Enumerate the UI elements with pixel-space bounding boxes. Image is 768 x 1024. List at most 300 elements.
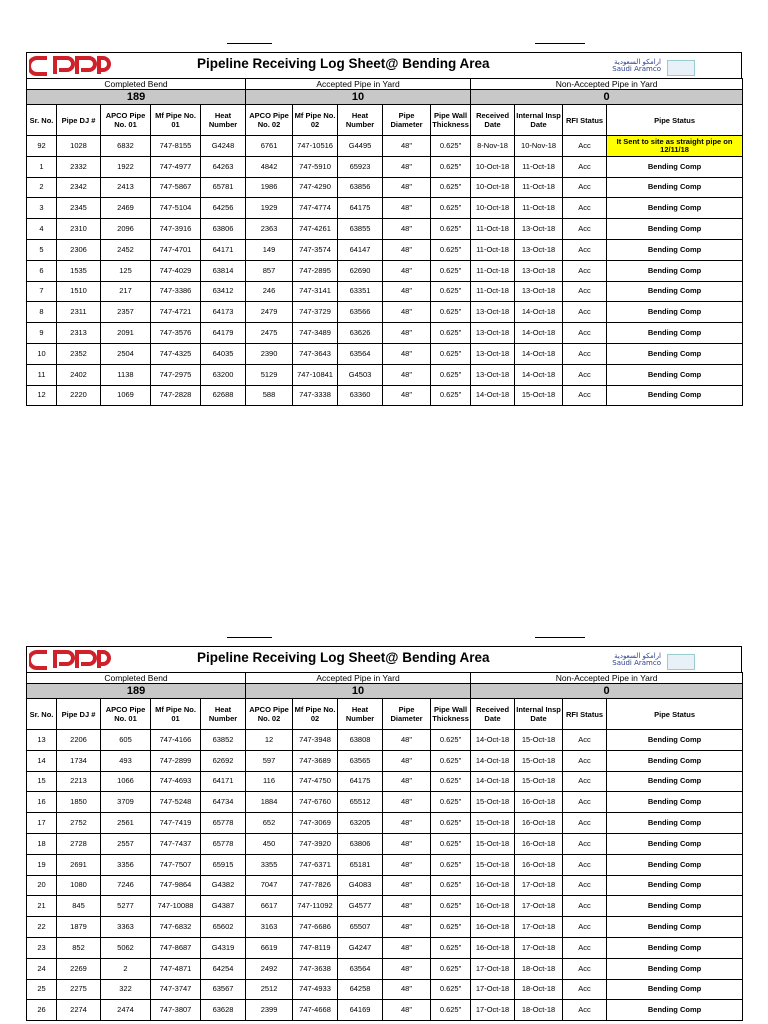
table-row bbox=[27, 917, 743, 938]
table-cell: 48" bbox=[383, 198, 431, 219]
table-cell: 0.625" bbox=[431, 979, 471, 1000]
table-cell: 1884 bbox=[246, 792, 293, 813]
table-cell: 63626 bbox=[338, 323, 383, 344]
table-cell: 0.625" bbox=[431, 917, 471, 938]
table-cell: 747-9864 bbox=[151, 875, 201, 896]
table-cell: 2557 bbox=[101, 833, 151, 854]
table-cell: Bending Comp bbox=[607, 917, 743, 938]
table-cell: 450 bbox=[246, 833, 293, 854]
column-header: Sr. No. bbox=[27, 699, 57, 730]
table-cell: 64171 bbox=[201, 771, 246, 792]
table-cell: 747-5910 bbox=[293, 156, 338, 177]
table-cell: 3709 bbox=[101, 792, 151, 813]
table-cell: Bending Comp bbox=[607, 323, 743, 344]
table-cell: Bending Comp bbox=[607, 771, 743, 792]
column-header-row bbox=[27, 105, 743, 136]
saudi-aramco-logo-icon bbox=[599, 653, 729, 671]
table-cell: 747-3489 bbox=[293, 323, 338, 344]
table-cell: 0.625" bbox=[431, 156, 471, 177]
table-cell: 0.625" bbox=[431, 198, 471, 219]
table-cell: 48" bbox=[383, 792, 431, 813]
table-cell: 747-3747 bbox=[151, 979, 201, 1000]
table-cell: Bending Comp bbox=[607, 854, 743, 875]
table-cell: 597 bbox=[246, 750, 293, 771]
table-cell: 15-Oct-18 bbox=[471, 854, 515, 875]
table-cell: 747-7419 bbox=[151, 813, 201, 834]
table-cell: 2342 bbox=[57, 177, 101, 198]
table-cell: 17-Oct-18 bbox=[515, 875, 563, 896]
aramco-logo-text: ارامكو السعودية Saudi Aramco bbox=[612, 58, 661, 73]
column-header: Heat Number bbox=[338, 105, 383, 136]
column-header: APCO Pipe No. 01 bbox=[101, 699, 151, 730]
table-cell: 1 bbox=[27, 156, 57, 177]
aramco-logo-text: ارامكو السعودية Saudi Aramco bbox=[612, 652, 661, 667]
table-cell: 63351 bbox=[338, 281, 383, 302]
group-non-accepted-pipe: Non-Accepted Pipe in Yard bbox=[471, 673, 743, 684]
table-cell: 48" bbox=[383, 937, 431, 958]
table-cell: 4842 bbox=[246, 156, 293, 177]
table-cell: Acc bbox=[563, 281, 607, 302]
table-cell: 747-3386 bbox=[151, 281, 201, 302]
table-cell: 747-3069 bbox=[293, 813, 338, 834]
table-cell: 1986 bbox=[246, 177, 293, 198]
table-cell: Acc bbox=[563, 364, 607, 385]
table-cell: 13-Oct-18 bbox=[515, 219, 563, 240]
table-cell: 0.625" bbox=[431, 813, 471, 834]
table-cell: 2274 bbox=[57, 1000, 101, 1021]
table-cell: Acc bbox=[563, 792, 607, 813]
table-cell: Acc bbox=[563, 177, 607, 198]
table-cell: 48" bbox=[383, 730, 431, 751]
table-row bbox=[27, 958, 743, 979]
table-cell: 747-2828 bbox=[151, 385, 201, 406]
table-cell: 64263 bbox=[201, 156, 246, 177]
table-cell: 2357 bbox=[101, 302, 151, 323]
table-cell: 2390 bbox=[246, 343, 293, 364]
table-cell: Acc bbox=[563, 896, 607, 917]
column-header: Pipe Status bbox=[607, 699, 743, 730]
table-cell: 48" bbox=[383, 896, 431, 917]
table-row bbox=[27, 364, 743, 385]
table-row bbox=[27, 302, 743, 323]
table-cell: 64734 bbox=[201, 792, 246, 813]
table-cell: 747-3574 bbox=[293, 239, 338, 260]
table-cell: 2275 bbox=[57, 979, 101, 1000]
table-cell: 747-4261 bbox=[293, 219, 338, 240]
table-cell: 63808 bbox=[338, 730, 383, 751]
table-cell: 2310 bbox=[57, 219, 101, 240]
table-cell: 2 bbox=[101, 958, 151, 979]
table-cell: 605 bbox=[101, 730, 151, 751]
table-cell: Acc bbox=[563, 979, 607, 1000]
table-cell: 3 bbox=[27, 198, 57, 219]
table-cell: 12 bbox=[246, 730, 293, 751]
table-cell: G4495 bbox=[338, 136, 383, 157]
table-cell: 48" bbox=[383, 260, 431, 281]
table-row bbox=[27, 219, 743, 240]
table-cell: Acc bbox=[563, 156, 607, 177]
table-cell: Acc bbox=[563, 219, 607, 240]
table-cell: G4577 bbox=[338, 896, 383, 917]
table-cell: 0.625" bbox=[431, 937, 471, 958]
table-cell: 48" bbox=[383, 364, 431, 385]
table-cell: G4319 bbox=[201, 937, 246, 958]
table-cell: 1138 bbox=[101, 364, 151, 385]
table-cell: 48" bbox=[383, 771, 431, 792]
table-cell: 747-3916 bbox=[151, 219, 201, 240]
table-cell: G4247 bbox=[338, 937, 383, 958]
table-cell: 21 bbox=[27, 896, 57, 917]
table-cell: 747-11092 bbox=[293, 896, 338, 917]
table-cell: Bending Comp bbox=[607, 343, 743, 364]
table-cell: 2091 bbox=[101, 323, 151, 344]
table-cell: 48" bbox=[383, 979, 431, 1000]
table-cell: 0.625" bbox=[431, 239, 471, 260]
table-row bbox=[27, 177, 743, 198]
table-cell: 18-Oct-18 bbox=[515, 1000, 563, 1021]
table-cell: 63566 bbox=[338, 302, 383, 323]
table-cell: 62688 bbox=[201, 385, 246, 406]
table-cell: 17-Oct-18 bbox=[515, 937, 563, 958]
table-cell: 6617 bbox=[246, 896, 293, 917]
table-cell: 64175 bbox=[338, 771, 383, 792]
sheet-header bbox=[26, 646, 742, 672]
table-cell: 11-Oct-18 bbox=[515, 156, 563, 177]
table-cell: 6 bbox=[27, 260, 57, 281]
column-header: Mf Pipe No. 02 bbox=[293, 699, 338, 730]
table-cell: 13-Oct-18 bbox=[471, 364, 515, 385]
table-cell: 48" bbox=[383, 1000, 431, 1021]
table-cell: 747-7826 bbox=[293, 875, 338, 896]
table-cell: 6619 bbox=[246, 937, 293, 958]
count-accepted-pipe: 10 bbox=[246, 684, 471, 699]
table-cell: Acc bbox=[563, 771, 607, 792]
table-cell: Acc bbox=[563, 302, 607, 323]
group-non-accepted-pipe: Non-Accepted Pipe in Yard bbox=[471, 79, 743, 90]
table-cell: 2213 bbox=[57, 771, 101, 792]
table-cell: 1080 bbox=[57, 875, 101, 896]
table-cell: Acc bbox=[563, 958, 607, 979]
table-cell: Bending Comp bbox=[607, 937, 743, 958]
table-cell: 63360 bbox=[338, 385, 383, 406]
table-cell: 0.625" bbox=[431, 177, 471, 198]
table-cell: 747-4166 bbox=[151, 730, 201, 751]
table-cell: 149 bbox=[246, 239, 293, 260]
column-header: Sr. No. bbox=[27, 105, 57, 136]
table-cell: Bending Comp bbox=[607, 302, 743, 323]
table-cell: 2206 bbox=[57, 730, 101, 751]
table-cell: 747-10516 bbox=[293, 136, 338, 157]
table-cell: G4387 bbox=[201, 896, 246, 917]
table-cell: 16-Oct-18 bbox=[471, 917, 515, 938]
table-cell: 747-6832 bbox=[151, 917, 201, 938]
table-cell: 0.625" bbox=[431, 260, 471, 281]
table-cell: 0.625" bbox=[431, 958, 471, 979]
table-cell: 2313 bbox=[57, 323, 101, 344]
table-row bbox=[27, 239, 743, 260]
table-cell: 747-2899 bbox=[151, 750, 201, 771]
table-cell: 747-4933 bbox=[293, 979, 338, 1000]
table-row bbox=[27, 323, 743, 344]
table-cell: 48" bbox=[383, 302, 431, 323]
table-cell: G4248 bbox=[201, 136, 246, 157]
table-cell: Bending Comp bbox=[607, 750, 743, 771]
table-cell: 747-4693 bbox=[151, 771, 201, 792]
table-cell: 3355 bbox=[246, 854, 293, 875]
table-cell: 0.625" bbox=[431, 730, 471, 751]
table-cell: Bending Comp bbox=[607, 198, 743, 219]
column-header: Mf Pipe No. 01 bbox=[151, 105, 201, 136]
table-cell: 0.625" bbox=[431, 750, 471, 771]
table-cell: 11-Oct-18 bbox=[515, 177, 563, 198]
table-cell: Bending Comp bbox=[607, 875, 743, 896]
table-cell: 20 bbox=[27, 875, 57, 896]
column-header: Mf Pipe No. 02 bbox=[293, 105, 338, 136]
table-cell: 11 bbox=[27, 364, 57, 385]
table-cell: 13-Oct-18 bbox=[471, 323, 515, 344]
table-cell: 62692 bbox=[201, 750, 246, 771]
table-cell: 1069 bbox=[101, 385, 151, 406]
table-cell: 747-4668 bbox=[293, 1000, 338, 1021]
table-cell: 65778 bbox=[201, 813, 246, 834]
table-row bbox=[27, 281, 743, 302]
count-non-accepted-pipe: 0 bbox=[471, 90, 743, 105]
table-cell: 65507 bbox=[338, 917, 383, 938]
table-cell: 2352 bbox=[57, 343, 101, 364]
table-cell: 747-8119 bbox=[293, 937, 338, 958]
group-completed-bend: Completed Bend bbox=[27, 673, 246, 684]
table-cell: 2 bbox=[27, 177, 57, 198]
table-cell: Bending Comp bbox=[607, 219, 743, 240]
table-cell: 65512 bbox=[338, 792, 383, 813]
table-cell: 2504 bbox=[101, 343, 151, 364]
table-cell: 7246 bbox=[101, 875, 151, 896]
table-cell: 14-Oct-18 bbox=[515, 343, 563, 364]
table-cell: 13-Oct-18 bbox=[471, 302, 515, 323]
table-cell: 23 bbox=[27, 937, 57, 958]
table-cell: 10-Oct-18 bbox=[471, 156, 515, 177]
table-cell: 16-Oct-18 bbox=[515, 854, 563, 875]
column-header: Pipe Status bbox=[607, 105, 743, 136]
table-cell: It Sent to site as straight pipe on 12/11/18 bbox=[607, 136, 743, 157]
table-cell: 48" bbox=[383, 750, 431, 771]
table-cell: 14 bbox=[27, 750, 57, 771]
table-cell: 13-Oct-18 bbox=[515, 239, 563, 260]
table-cell: 852 bbox=[57, 937, 101, 958]
table-cell: 3363 bbox=[101, 917, 151, 938]
table-cell: 0.625" bbox=[431, 343, 471, 364]
table-cell: 747-4750 bbox=[293, 771, 338, 792]
table-cell: 2728 bbox=[57, 833, 101, 854]
table-cell: 92 bbox=[27, 136, 57, 157]
table-cell: 2413 bbox=[101, 177, 151, 198]
table-cell: 1535 bbox=[57, 260, 101, 281]
table-cell: 747-3689 bbox=[293, 750, 338, 771]
table-cell: 48" bbox=[383, 323, 431, 344]
table-cell: 15-Oct-18 bbox=[515, 750, 563, 771]
table-cell: 48" bbox=[383, 281, 431, 302]
table-cell: 0.625" bbox=[431, 792, 471, 813]
table-cell: 3163 bbox=[246, 917, 293, 938]
table-cell: 6832 bbox=[101, 136, 151, 157]
table-cell: 63564 bbox=[338, 343, 383, 364]
table-cell: 8 bbox=[27, 302, 57, 323]
table-cell: 48" bbox=[383, 343, 431, 364]
table-cell: 15-Oct-18 bbox=[471, 833, 515, 854]
table-cell: 11-Oct-18 bbox=[471, 281, 515, 302]
table-cell: 17 bbox=[27, 813, 57, 834]
table-cell: 747-4721 bbox=[151, 302, 201, 323]
table-cell: 65923 bbox=[338, 156, 383, 177]
table-cell: 64256 bbox=[201, 198, 246, 219]
table-cell: Acc bbox=[563, 136, 607, 157]
table-cell: 1879 bbox=[57, 917, 101, 938]
table-cell: 10 bbox=[27, 343, 57, 364]
table-cell: 17-Oct-18 bbox=[471, 1000, 515, 1021]
table-cell: 857 bbox=[246, 260, 293, 281]
table-cell: 63806 bbox=[338, 833, 383, 854]
table-cell: 0.625" bbox=[431, 896, 471, 917]
table-cell: 16 bbox=[27, 792, 57, 813]
table-row bbox=[27, 136, 743, 157]
log-sheet bbox=[26, 52, 742, 406]
table-cell: 652 bbox=[246, 813, 293, 834]
column-header: Heat Number bbox=[201, 105, 246, 136]
table-cell: 25 bbox=[27, 979, 57, 1000]
table-cell: 13-Oct-18 bbox=[471, 343, 515, 364]
table-cell: 747-5867 bbox=[151, 177, 201, 198]
column-header: RFI Status bbox=[563, 699, 607, 730]
table-cell: 63412 bbox=[201, 281, 246, 302]
table-cell: 64179 bbox=[201, 323, 246, 344]
table-cell: 747-4029 bbox=[151, 260, 201, 281]
table-cell: 16-Oct-18 bbox=[471, 937, 515, 958]
count-row bbox=[27, 684, 743, 699]
table-cell: 15-Oct-18 bbox=[471, 813, 515, 834]
table-cell: 17-Oct-18 bbox=[471, 979, 515, 1000]
table-cell: 0.625" bbox=[431, 771, 471, 792]
table-row bbox=[27, 730, 743, 751]
count-non-accepted-pipe: 0 bbox=[471, 684, 743, 699]
table-cell: 2474 bbox=[101, 1000, 151, 1021]
table-cell: 2492 bbox=[246, 958, 293, 979]
table-cell: 0.625" bbox=[431, 385, 471, 406]
table-row bbox=[27, 385, 743, 406]
table-cell: 493 bbox=[101, 750, 151, 771]
table-row bbox=[27, 854, 743, 875]
table-cell: 22 bbox=[27, 917, 57, 938]
table-cell: 64171 bbox=[201, 239, 246, 260]
table-cell: 747-2895 bbox=[293, 260, 338, 281]
table-cell: Acc bbox=[563, 813, 607, 834]
table-cell: 0.625" bbox=[431, 364, 471, 385]
table-cell: 747-3729 bbox=[293, 302, 338, 323]
table-cell: 3356 bbox=[101, 854, 151, 875]
column-header: RFI Status bbox=[563, 105, 607, 136]
table-cell: 2306 bbox=[57, 239, 101, 260]
table-cell: 65602 bbox=[201, 917, 246, 938]
table-cell: 0.625" bbox=[431, 136, 471, 157]
table-cell: 845 bbox=[57, 896, 101, 917]
table-cell: Acc bbox=[563, 730, 607, 751]
table-cell: 64258 bbox=[338, 979, 383, 1000]
table-cell: 747-3338 bbox=[293, 385, 338, 406]
table-cell: 11-Oct-18 bbox=[471, 239, 515, 260]
column-header: Received Date bbox=[471, 105, 515, 136]
table-cell: 747-6686 bbox=[293, 917, 338, 938]
table-cell: 2345 bbox=[57, 198, 101, 219]
table-cell: 48" bbox=[383, 136, 431, 157]
table-cell: 217 bbox=[101, 281, 151, 302]
table-cell: 63200 bbox=[201, 364, 246, 385]
table-cell: 1734 bbox=[57, 750, 101, 771]
table-cell: 246 bbox=[246, 281, 293, 302]
table-cell: Acc bbox=[563, 854, 607, 875]
table-cell: 2475 bbox=[246, 323, 293, 344]
table-cell: 747-4774 bbox=[293, 198, 338, 219]
table-cell: Bending Comp bbox=[607, 364, 743, 385]
table-cell: 64169 bbox=[338, 1000, 383, 1021]
table-cell: 48" bbox=[383, 385, 431, 406]
table-cell: 17-Oct-18 bbox=[515, 917, 563, 938]
table-cell: 17-Oct-18 bbox=[515, 896, 563, 917]
table-row bbox=[27, 1000, 743, 1021]
cpp-logo-icon bbox=[29, 54, 115, 78]
table-cell: 65181 bbox=[338, 854, 383, 875]
table-cell: Acc bbox=[563, 260, 607, 281]
table-cell: 48" bbox=[383, 813, 431, 834]
table-cell: Acc bbox=[563, 750, 607, 771]
table-cell: Acc bbox=[563, 875, 607, 896]
table-cell: 1929 bbox=[246, 198, 293, 219]
table-cell: 5277 bbox=[101, 896, 151, 917]
table-cell: 19 bbox=[27, 854, 57, 875]
table-cell: Bending Comp bbox=[607, 833, 743, 854]
table-cell: 65915 bbox=[201, 854, 246, 875]
table-row bbox=[27, 875, 743, 896]
table-cell: 26 bbox=[27, 1000, 57, 1021]
table-cell: Bending Comp bbox=[607, 239, 743, 260]
column-header: Internal Insp Date bbox=[515, 699, 563, 730]
table-cell: Bending Comp bbox=[607, 156, 743, 177]
column-header: Received Date bbox=[471, 699, 515, 730]
table-cell: 63852 bbox=[201, 730, 246, 751]
table-cell: 2691 bbox=[57, 854, 101, 875]
table-cell: 1066 bbox=[101, 771, 151, 792]
table-cell: 747-6371 bbox=[293, 854, 338, 875]
table-row bbox=[27, 792, 743, 813]
table-cell: 747-10088 bbox=[151, 896, 201, 917]
table-cell: 16-Oct-18 bbox=[515, 813, 563, 834]
table-cell: 747-3920 bbox=[293, 833, 338, 854]
table-cell: 747-4977 bbox=[151, 156, 201, 177]
group-completed-bend: Completed Bend bbox=[27, 79, 246, 90]
table-cell: 15-Oct-18 bbox=[471, 792, 515, 813]
column-header: Pipe Wall Thickness bbox=[431, 105, 471, 136]
table-cell: 5062 bbox=[101, 937, 151, 958]
table-cell: 63855 bbox=[338, 219, 383, 240]
column-header: Internal Insp Date bbox=[515, 105, 563, 136]
table-row bbox=[27, 937, 743, 958]
table-cell: 62690 bbox=[338, 260, 383, 281]
table-cell: 747-8687 bbox=[151, 937, 201, 958]
table-row bbox=[27, 750, 743, 771]
count-completed-bend: 189 bbox=[27, 90, 246, 105]
table-cell: 10-Nov-18 bbox=[515, 136, 563, 157]
table-cell: 1510 bbox=[57, 281, 101, 302]
table-cell: 63564 bbox=[338, 958, 383, 979]
table-row bbox=[27, 343, 743, 364]
